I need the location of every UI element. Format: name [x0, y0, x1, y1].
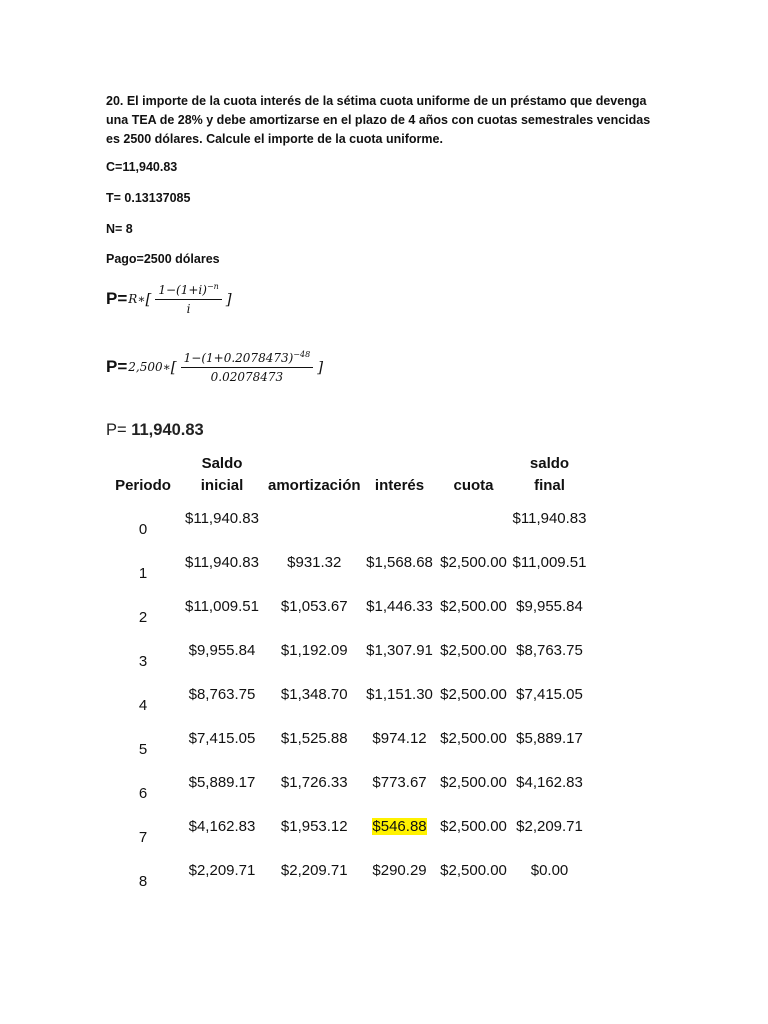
cell-saldo-final: $4,162.83 [516, 774, 583, 791]
cell-interes: $1,446.33 [366, 598, 433, 615]
cell-interes: $1,568.68 [366, 554, 433, 571]
formula-denominator: 0.02078473 [210, 370, 284, 384]
cell-amortizacion: $1,525.88 [280, 730, 348, 747]
cell-periodo: 1 [138, 565, 148, 582]
cell-interes [363, 497, 437, 541]
cell-interes: $773.67 [372, 774, 427, 791]
table-row [108, 497, 589, 541]
cell-interes: $290.29 [372, 862, 427, 879]
given-payment: Pago=2500 dólares [106, 252, 220, 266]
cell-periodo: 6 [138, 785, 148, 802]
cell-amortizacion [266, 497, 363, 541]
highlighted-interest: $546.88 [372, 818, 427, 835]
given-capital: C=11,940.83 [106, 160, 178, 174]
cell-saldo-final: $2,209.71 [516, 818, 583, 835]
table-row [108, 541, 589, 585]
given-rate: T= 0.13137085 [106, 191, 191, 205]
table-row [108, 673, 589, 717]
cell-saldo-final: $11,009.51 [512, 554, 587, 571]
cell-cuota: $2,500.00 [440, 818, 507, 835]
header-periodo: Periodo [115, 477, 171, 494]
amortization-table [108, 453, 589, 893]
cell-cuota: $2,500.00 [440, 862, 507, 879]
given-periods: N= 8 [106, 222, 133, 236]
formula-lead: R∗ [128, 292, 146, 306]
cell-amortizacion: $1,192.09 [280, 642, 348, 659]
table-row [108, 761, 589, 805]
cell-saldo-final: $8,763.75 [516, 642, 583, 659]
formula-open-bracket: [ [170, 358, 177, 376]
formula-close-bracket: ] [225, 290, 232, 308]
cell-saldo-inicial: $11,009.51 [185, 598, 259, 615]
cell-amortizacion: $2,209.71 [280, 862, 348, 879]
cell-cuota: $2,500.00 [440, 730, 507, 747]
cell-saldo-final: $0.00 [530, 862, 569, 879]
formula-fraction [155, 282, 221, 316]
cell-saldo-inicial: $11,940.83 [185, 554, 259, 571]
table-row [108, 629, 589, 673]
formula-exponent: −n [206, 282, 219, 291]
cell-amortizacion: $1,348.70 [280, 686, 348, 703]
cell-interes-highlighted [363, 805, 437, 849]
cell-amortizacion: $1,053.67 [280, 598, 348, 615]
header-saldo-final: saldo final [529, 455, 570, 494]
formula-numerator: $1-(1+i)^{-n}$ [155, 282, 221, 300]
cell-saldo-final: $5,889.17 [516, 730, 583, 747]
cell-saldo-inicial: $8,763.75 [188, 686, 256, 703]
cell-periodo: 2 [138, 609, 148, 626]
cell-saldo-inicial: $5,889.17 [188, 774, 256, 791]
cell-saldo-final: $11,940.83 [512, 510, 587, 527]
header-saldo-inicial: Saldo inicial [200, 455, 244, 494]
problem-statement: 20. El importe de la cuota interés de la sétima cuota uniforme de un préstamo que devenga una TEA de 28% y debe amortizarse en el plazo de 4 años con cuotas semestrales vencidas es 2500 dólares. Calcule el importe de la cuota uniforme. [106, 94, 651, 146]
cell-saldo-final: $7,415.05 [516, 686, 583, 703]
cell-saldo-inicial: $7,415.05 [188, 730, 256, 747]
cell-periodo: 0 [138, 521, 148, 538]
table-row [108, 585, 589, 629]
cell-saldo-inicial: $11,940.83 [185, 510, 259, 527]
formula-fraction [181, 350, 314, 384]
cell-cuota: $2,500.00 [440, 774, 507, 791]
cell-amortizacion: $1,953.12 [280, 818, 348, 835]
cell-interes: $974.12 [372, 730, 427, 747]
cell-periodo: 3 [138, 653, 148, 670]
cell-saldo-inicial: $9,955.84 [188, 642, 256, 659]
substituted-formula [106, 350, 323, 384]
table-header-row [108, 453, 589, 497]
cell-amortizacion: $1,726.33 [280, 774, 348, 791]
formula-label: P= [106, 289, 128, 308]
formula-denominator: i [186, 302, 191, 316]
table-row [108, 717, 589, 761]
cell-periodo: 7 [138, 829, 148, 846]
annuity-formula [106, 282, 232, 316]
cell-interes: $1,151.30 [366, 686, 433, 703]
cell-periodo: 5 [138, 741, 148, 758]
cell-cuota: $2,500.00 [440, 554, 507, 571]
header-amortizacion: amortización [268, 477, 361, 494]
result-label: P= [106, 421, 132, 439]
formula-exponent: −48 [293, 350, 311, 359]
formula-close-bracket: ] [317, 358, 324, 376]
formula-lead: 2,500∗ [128, 360, 171, 374]
cell-interes: $1,307.91 [366, 642, 433, 659]
cell-amortizacion: $931.32 [287, 554, 342, 571]
formula-label: P= [106, 357, 128, 376]
cell-periodo: 4 [138, 697, 148, 714]
cell-saldo-final: $9,955.84 [516, 598, 583, 615]
table-row [108, 805, 589, 849]
result-value: 11,940.83 [131, 421, 204, 439]
formula-open-bracket: [ [145, 290, 152, 308]
cell-cuota: $2,500.00 [440, 686, 507, 703]
cell-cuota [437, 497, 511, 541]
header-interes: interés [374, 477, 425, 494]
cell-cuota: $2,500.00 [440, 598, 507, 615]
cell-saldo-inicial: $4,162.83 [188, 818, 256, 835]
cell-cuota: $2,500.00 [440, 642, 507, 659]
cell-periodo: 8 [138, 873, 148, 890]
table-row [108, 849, 589, 893]
header-cuota: cuota [453, 477, 494, 494]
result-line [106, 421, 204, 440]
cell-saldo-inicial: $2,209.71 [188, 862, 256, 879]
formula-numerator: $1-(1+0.2078473)^{-48}$ [181, 350, 314, 368]
